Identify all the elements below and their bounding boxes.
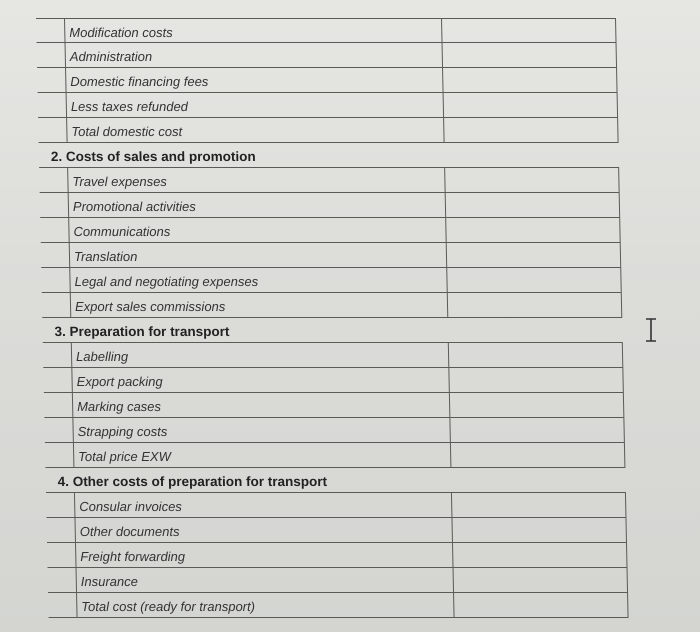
amount-cell[interactable] xyxy=(446,218,621,242)
cost-item-label: Administration xyxy=(65,43,444,67)
cost-item-row xyxy=(38,93,619,118)
cost-item-label: Freight forwarding xyxy=(75,543,454,567)
section-heading: 3. Preparation for transport xyxy=(54,324,230,339)
cost-item-row xyxy=(44,393,625,418)
cost-item-label: Consular invoices xyxy=(74,493,453,517)
amount-cell[interactable] xyxy=(452,493,627,517)
cost-item-row xyxy=(41,243,622,268)
cost-item-row xyxy=(43,368,624,393)
cost-item-row xyxy=(47,543,628,568)
amount-cell[interactable] xyxy=(449,343,624,367)
amount-cell[interactable] xyxy=(447,243,622,267)
cost-item-row xyxy=(44,418,625,443)
cost-item-label: Travel expenses xyxy=(67,168,446,192)
cost-item-row xyxy=(46,518,627,543)
amount-cell[interactable] xyxy=(449,368,624,392)
amount-cell[interactable] xyxy=(447,268,622,292)
cost-item-row xyxy=(43,343,624,368)
amount-cell[interactable] xyxy=(450,393,625,417)
amount-cell[interactable] xyxy=(444,93,619,117)
cost-item-row xyxy=(41,268,622,293)
amount-cell[interactable] xyxy=(444,118,619,142)
section-heading: 4. Other costs of preparation for transport xyxy=(57,474,328,489)
amount-cell[interactable] xyxy=(443,43,618,67)
section-heading-row xyxy=(42,318,623,343)
cost-item-label: Domestic financing fees xyxy=(65,68,444,92)
cost-item-label: Marking cases xyxy=(72,393,451,417)
cost-item-row xyxy=(45,443,626,468)
cost-item-label: Insurance xyxy=(76,568,455,592)
cost-item-row xyxy=(37,68,618,93)
section-heading-row xyxy=(45,468,626,493)
cost-item-label: Promotional activities xyxy=(68,193,447,217)
cost-item-row xyxy=(36,18,617,43)
amount-cell[interactable] xyxy=(443,68,618,92)
section-heading-row xyxy=(39,143,620,168)
cost-item-row xyxy=(48,568,629,593)
cost-item-row xyxy=(42,293,623,318)
cost-item-label: Communications xyxy=(68,218,447,242)
cost-item-label: Other documents xyxy=(74,518,453,542)
amount-cell[interactable] xyxy=(446,193,621,217)
amount-cell[interactable] xyxy=(453,543,628,567)
cost-item-row xyxy=(40,218,621,243)
text-cursor-icon xyxy=(644,318,658,342)
cost-table xyxy=(36,18,629,620)
amount-cell[interactable] xyxy=(448,293,623,317)
amount-cell[interactable] xyxy=(454,568,629,592)
cost-item-row xyxy=(46,493,627,518)
cost-item-row xyxy=(39,168,620,193)
cost-item-label: Translation xyxy=(69,243,448,267)
cost-item-row xyxy=(40,193,621,218)
cost-item-label: Strapping costs xyxy=(72,418,451,442)
cost-item-label: Modification costs xyxy=(64,19,442,42)
amount-cell[interactable] xyxy=(452,518,627,542)
amount-cell[interactable] xyxy=(450,418,625,442)
cost-item-row xyxy=(38,118,619,143)
cost-item-row xyxy=(37,43,618,68)
cost-item-label: Total domestic cost xyxy=(66,118,445,142)
section-heading: 2. Costs of sales and promotion xyxy=(50,149,256,164)
cost-item-row xyxy=(48,593,629,618)
cost-item-label: Legal and negotiating expenses xyxy=(69,268,448,292)
cost-item-label: Labelling xyxy=(71,343,450,367)
amount-cell[interactable] xyxy=(442,19,616,42)
amount-cell[interactable] xyxy=(445,168,620,192)
amount-cell[interactable] xyxy=(451,443,626,467)
amount-cell[interactable] xyxy=(454,593,629,617)
cost-item-label: Less taxes refunded xyxy=(66,93,445,117)
cost-item-label: Total cost (ready for transport) xyxy=(76,593,455,617)
cost-item-label: Total price EXW xyxy=(73,443,452,467)
cost-item-label: Export packing xyxy=(71,368,450,392)
cost-item-label: Export sales commissions xyxy=(70,293,449,317)
